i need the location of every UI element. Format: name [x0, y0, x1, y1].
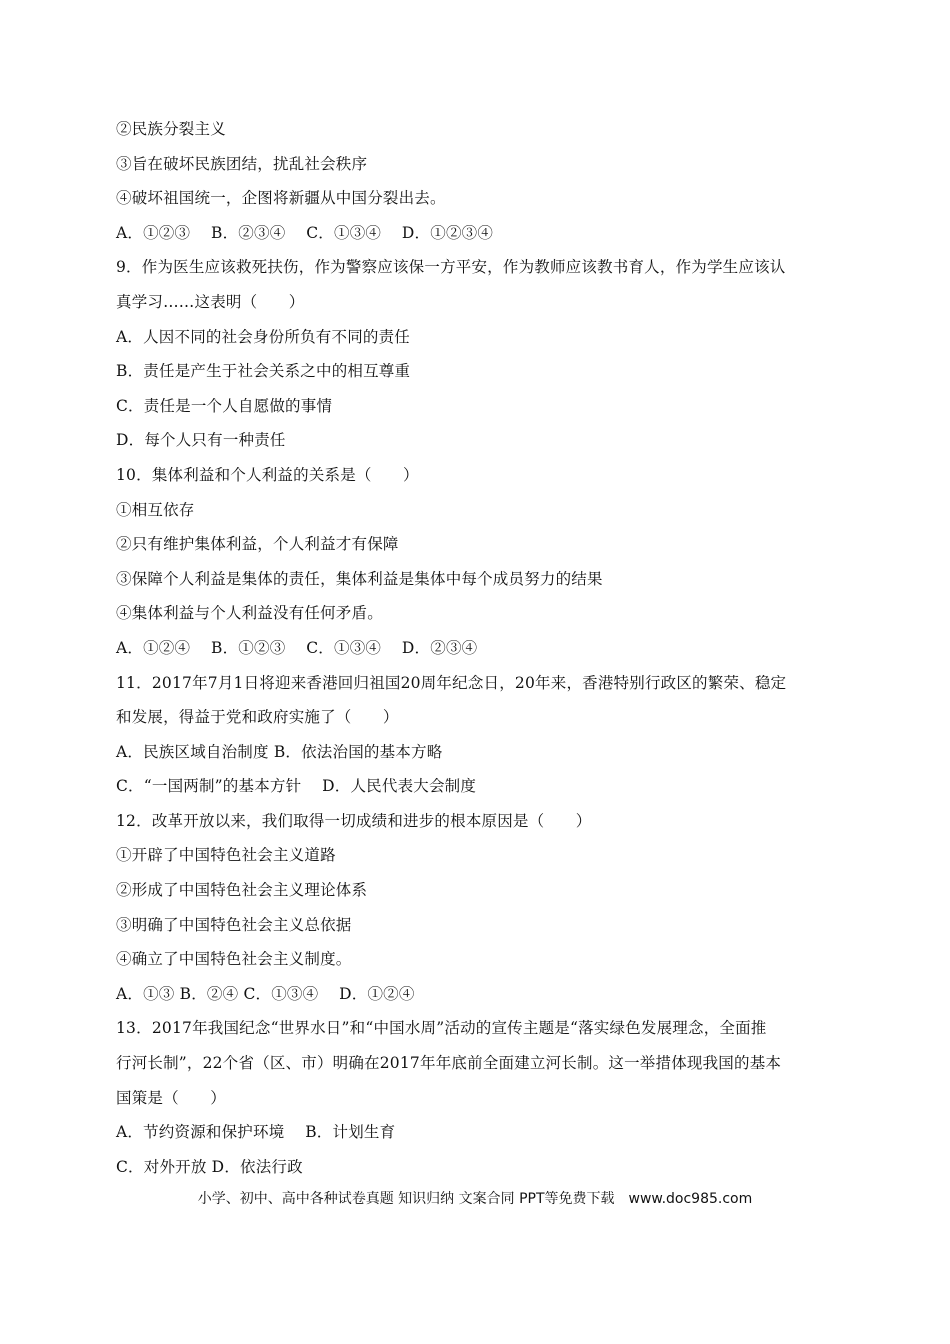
question-10-stem: 10．集体利益和个人利益的关系是（ ） — [116, 465, 419, 484]
option-line: ②只有维护集体利益，个人利益才有保障 — [116, 535, 399, 554]
question-9-stem: 9．作为医生应该救死扶伤，作为警察应该保一方平安，作为教师应该教书育人，作为学生应该认 — [116, 258, 786, 277]
page-footer: 小学、初中、高中各种试卷真题 知识归纳 文案合同 PPT等免费下载 www.doc985.com — [197, 1191, 753, 1207]
option-line: ③保障个人利益是集体的责任，集体利益是集体中每个成员努力的结果 — [116, 569, 603, 588]
answer-choices: A．民族区域自治制度 B．依法治国的基本方略 — [116, 742, 443, 761]
question-11-stem: 11．2017年7月1日将迎来香港回归祖国20周年纪念日，20年来，香港特别行政区的繁荣、稳定 — [116, 673, 787, 692]
answer-choice: C．责任是一个人自愿做的事情 — [116, 396, 333, 415]
option-line: ④破坏祖国统一，企图将新疆从中国分裂出去。 — [116, 189, 446, 208]
question-content — [116, 112, 846, 1184]
answer-choice: B．责任是产生于社会关系之中的相互尊重 — [116, 362, 411, 381]
question-9-stem-cont: 真学习……这表明（ ） — [116, 292, 305, 311]
answer-choices: A．①②④ B．①②③ C．①③④ D．②③④ — [116, 638, 478, 657]
answer-choices: A．节约资源和保护环境 B．计划生育 — [116, 1123, 396, 1142]
question-11-stem-cont: 和发展，得益于党和政府实施了（ ） — [116, 708, 399, 727]
question-13-stem-end: 国策是（ ） — [116, 1088, 226, 1107]
question-13-stem: 13．2017年我国纪念“世界水日”和“中国水周”活动的宣传主题是“落实绿色发展理念，全面推 — [116, 1019, 767, 1038]
answer-choice: A．人因不同的社会身份所负有不同的责任 — [116, 327, 410, 346]
answer-choices: C．对外开放 D．依法行政 — [116, 1157, 303, 1176]
option-line: ①相互依存 — [116, 500, 195, 519]
option-line: ②民族分裂主义 — [116, 120, 226, 138]
option-line: ④确立了中国特色社会主义制度。 — [116, 950, 352, 969]
answer-choice: D．每个人只有一种责任 — [116, 431, 286, 450]
question-12-stem: 12．改革开放以来，我们取得一切成绩和进步的根本原因是（ ） — [116, 811, 592, 830]
option-line: ④集体利益与个人利益没有任何矛盾。 — [116, 604, 383, 623]
option-line: ③明确了中国特色社会主义总依据 — [116, 915, 352, 934]
answer-choices: C．“一国两制”的基本方针 D．人民代表大会制度 — [116, 777, 477, 796]
answer-choices: A．①②③ B．②③④ C．①③④ D．①②③④ — [116, 223, 494, 242]
option-line: ①开辟了中国特色社会主义道路 — [116, 846, 336, 865]
option-line: ②形成了中国特色社会主义理论体系 — [116, 881, 368, 900]
question-13-stem-cont: 行河长制”，22个省（区、市）明确在2017年年底前全面建立河长制。这一举措体现我国的基本 — [116, 1054, 782, 1073]
option-line: ③旨在破坏民族团结，扰乱社会秩序 — [116, 154, 368, 173]
answer-choices: A．①③ B．②④ C．①③④ D．①②④ — [116, 984, 415, 1003]
